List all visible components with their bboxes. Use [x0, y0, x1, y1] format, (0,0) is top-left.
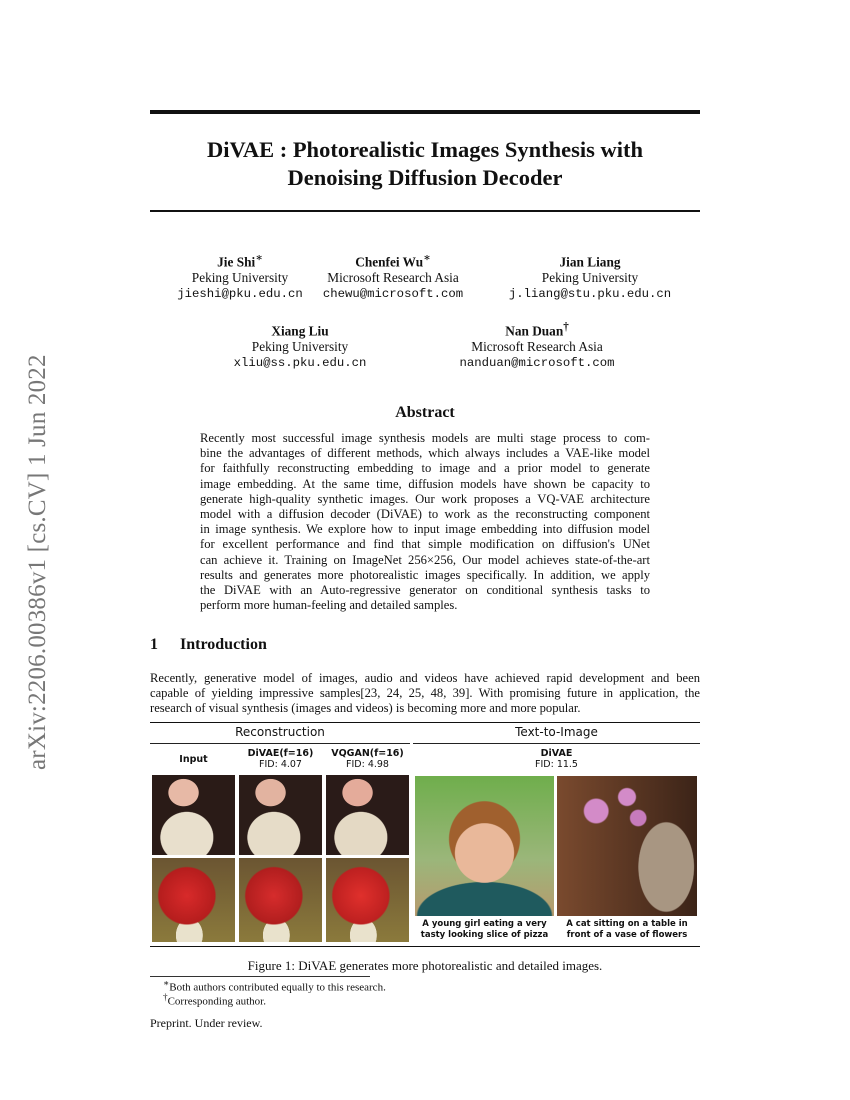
image-caption: A young girl eating a very tasty looking slice of pizza	[420, 919, 549, 940]
arxiv-stamp: arXiv:2206.00386v1 [cs.CV] 1 Jun 2022	[24, 354, 51, 770]
abstract-line: results and generates more photorealistic images specifically. In addition, we apply	[200, 567, 650, 582]
abstract-heading: Abstract	[395, 404, 455, 421]
author-email[interactable]: xliu@ss.pku.edu.cn	[233, 356, 367, 371]
intro-line: Recently, generative model of images, audio and videos have achieved rapid development and been	[150, 671, 700, 685]
mushroom-input-image	[152, 858, 235, 942]
girl-pizza-image	[415, 776, 554, 916]
footnote: ∗Both authors contributed equally to this research.	[163, 978, 386, 994]
portrait-divae-image	[239, 775, 322, 855]
cat-flowers-image	[557, 776, 697, 916]
author-block: Jian Liang Peking University j.liang@stu.pku.edu.cn	[490, 250, 690, 302]
figure-top-rule	[150, 722, 700, 723]
author-email[interactable]: jieshi@pku.edu.cn	[177, 287, 303, 302]
author-block: Xiang Liu Peking University xliu@ss.pku.edu.cn	[200, 319, 400, 371]
abstract-line: for faithfully reconstructing embedding to image and a prior model to generate	[200, 461, 650, 476]
footnote-rule	[150, 976, 370, 977]
t2i-heading: Text-to-Image	[515, 725, 598, 739]
section-heading-introduction: 1 Introduction	[150, 636, 267, 653]
image-caption: A cat sitting on a table in front of a vase of flowers	[566, 919, 688, 940]
abstract-line: in image synthesis. We explore how to input image embedding into diffusion model	[200, 522, 650, 537]
author-block: Jie Shi∗ Peking University jieshi@pku.edu.cn	[150, 250, 330, 302]
abstract-line: generate high-quality synthetic images. Our work proposes a VQ-VAE architecture	[200, 491, 650, 506]
title-line: Denoising Diffusion Decoder	[287, 165, 563, 190]
divider	[413, 743, 700, 744]
abstract-line: bine the advantages of different methods, which always includes a VAE-like model	[200, 446, 650, 461]
mushroom-vqgan-image	[326, 858, 409, 942]
abstract-line: perform more human-feeling and detailed samples.	[200, 598, 458, 613]
column-label: VQGAN(f=16) FID: 4.98	[331, 748, 404, 770]
footnote: †Corresponding author.	[163, 992, 266, 1008]
column-label: DiVAE FID: 11.5	[535, 748, 578, 770]
page-title	[150, 136, 700, 192]
column-label: DiVAE(f=16) FID: 4.07	[247, 748, 314, 770]
abstract-line: the DiVAE with an Auto-regressive generator on conditional synthesis tasks to	[200, 582, 650, 597]
abstract-line: image embedding. At the same time, diffusion models have shown be capacity to	[200, 476, 650, 491]
author-block: Nan Duan† Microsoft Research Asia nanduan@microsoft.com	[437, 319, 637, 371]
abstract-line: model with a diffusion decoder (DiVAE) to work as the reconstructing component	[200, 506, 650, 521]
abstract-body	[200, 431, 650, 613]
abstract-line: for excellent performance and find that simple modification on diffusion's UNet	[200, 537, 650, 552]
abstract-line: Recently most successful image synthesis models are multi stage process to com-	[200, 431, 650, 445]
abstract-line: can achieve it. Training on ImageNet 256×256, Our model achieves state-of-the-art	[200, 552, 650, 567]
intro-body	[150, 671, 700, 717]
figure-caption: Figure 1: DiVAE generates more photorealistic and detailed images.	[247, 958, 603, 973]
divider	[150, 743, 410, 744]
title-line: DiVAE : Photorealistic Images Synthesis with	[206, 137, 644, 162]
author-email[interactable]: chewu@microsoft.com	[322, 287, 464, 302]
preprint-note: Preprint. Under review.	[150, 1016, 263, 1030]
portrait-vqgan-image	[326, 775, 409, 855]
author-email[interactable]: nanduan@microsoft.com	[459, 356, 615, 371]
column-label: Input	[179, 754, 208, 765]
title-bottom-rule	[150, 210, 700, 212]
author-block: Chenfei Wu∗ Microsoft Research Asia chewu@microsoft.com	[303, 250, 483, 302]
title-top-rule	[150, 110, 700, 114]
author-email[interactable]: j.liang@stu.pku.edu.cn	[508, 287, 672, 302]
intro-line: capable of yielding impressive samples[23, 24, 25, 48, 39]. With promising future in application, the	[150, 686, 700, 701]
mushroom-divae-image	[239, 858, 322, 942]
intro-line: research of visual synthesis (images and videos) is becoming more and more popular.	[150, 701, 581, 716]
portrait-input-image	[152, 775, 235, 855]
figure-bottom-rule	[150, 946, 700, 947]
reconstruction-heading: Reconstruction	[235, 725, 325, 739]
